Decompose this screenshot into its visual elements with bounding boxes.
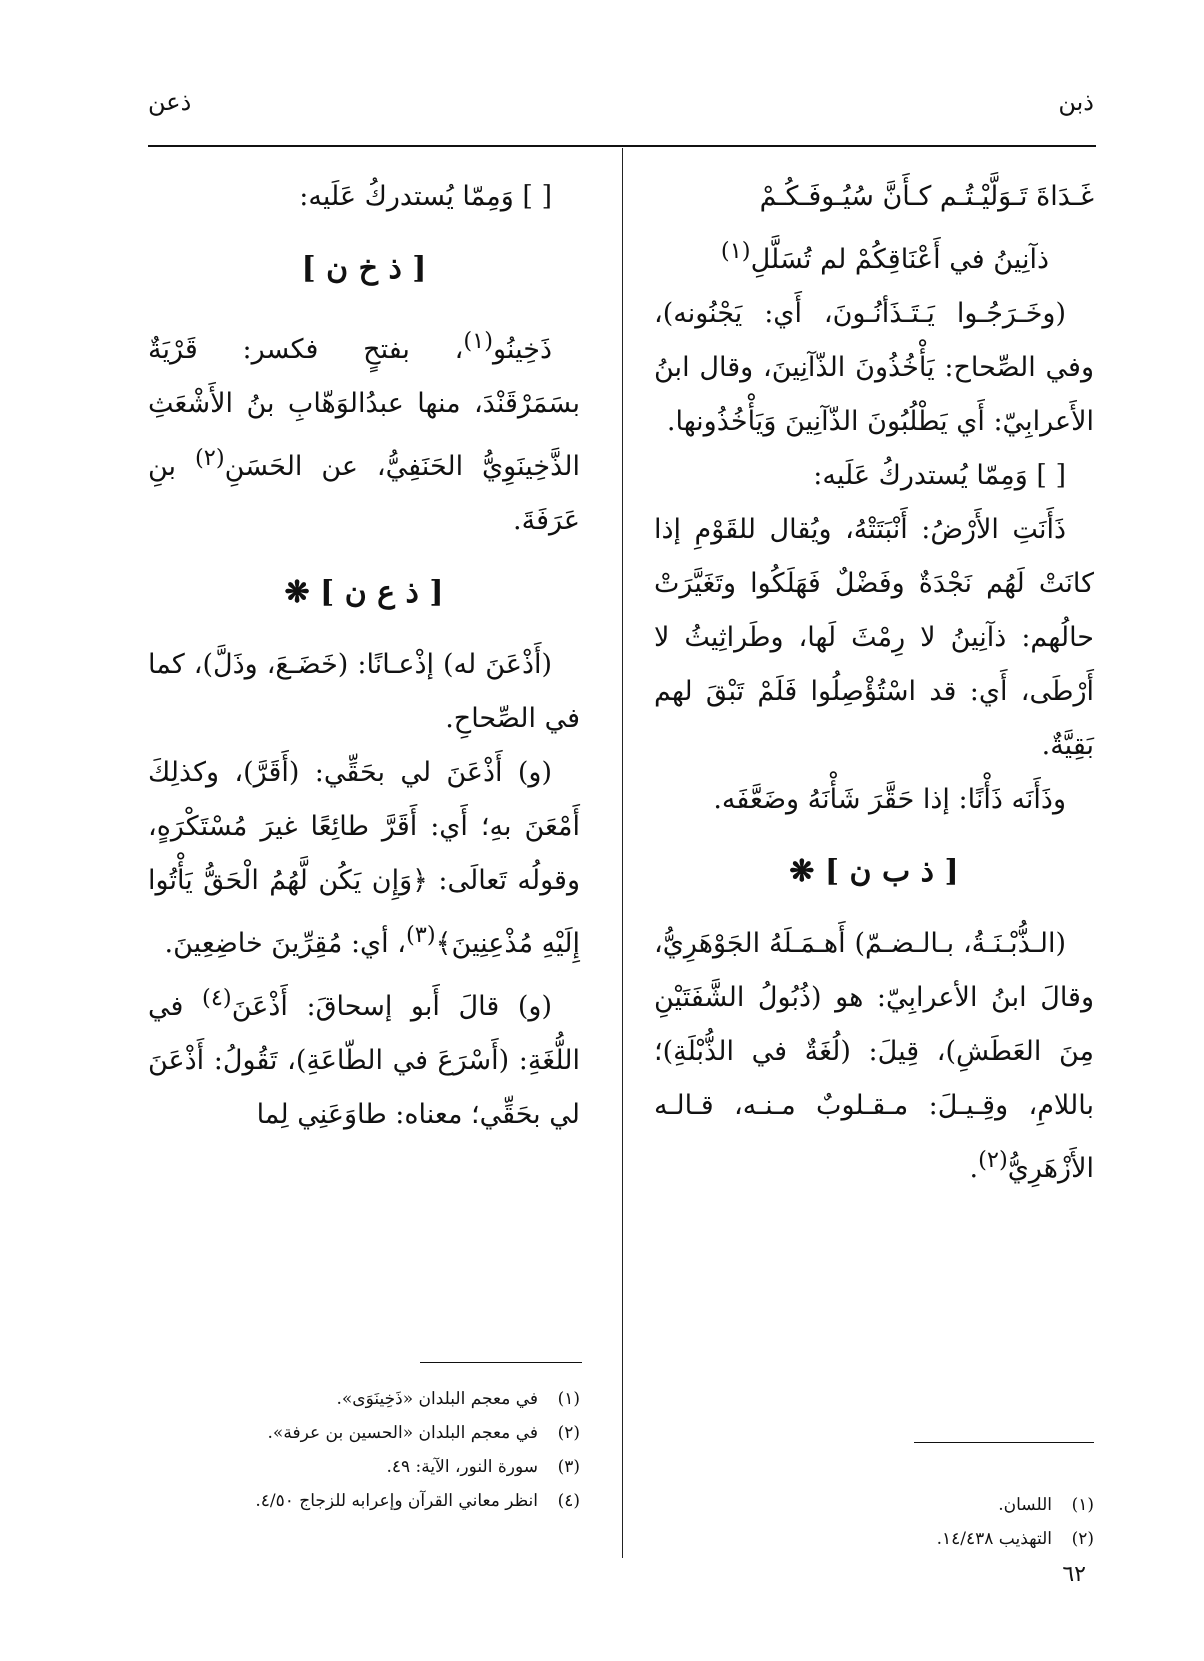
mustadrak-line: [ ] وَمِمّا يُستدركُ عَلَيه: bbox=[813, 460, 1066, 491]
footnote-ref: (٣) bbox=[405, 922, 436, 948]
paragraph-end: . bbox=[969, 1153, 979, 1184]
paragraph-text: ذَخِينُو bbox=[493, 334, 552, 365]
footnote bbox=[140, 1382, 580, 1416]
footnote-ref: (١) bbox=[720, 238, 751, 264]
footnote bbox=[140, 1416, 580, 1450]
entry-heading-dhbn: [ ذ ب ن ] ❋ bbox=[789, 854, 959, 889]
footnote-rule-right bbox=[914, 1442, 1094, 1443]
paragraph-text: بنِ عَرَفَةَ. bbox=[148, 451, 580, 536]
paragraph-text: (و) أَذْعَنَ لي بحَقِّي: (أَقَرَّ)، وكذلِكَ أَمْعَنَ بهِ؛ أَي: أَقَرَّ طائِعًا غيرَ مُسْتَكْرَهٍ، وقولُه تَعالَى: ﴿وَإِن يَكُن لَّهُمُ الْحَقُّ يَأْتُوا إِلَيْهِ مُذْعِنِينَ﴾ bbox=[148, 757, 580, 959]
footnote bbox=[654, 1522, 1094, 1556]
footnote-text: سورة النور، الآية: ٤٩. bbox=[386, 1457, 538, 1477]
paragraph: ذَأَنَتِ الأَرْضُ: أَنْبَتَتْهُ، ويُقال للقَوْمِ إذا كانَتْ لَهُم نَجْدَةٌ وفَضْلٌ فَهَلَكُوا وتَغَيَّرَتْ حالُهم: ذآنِينُ لا رِمْثَ لَها، وطَراثِيثُ لا أَرْطَى، أَي: قد اسْتُؤْصِلُوا فَلَمْ تَبْقَ لهم بَقِيَّةٌ. bbox=[654, 514, 1094, 761]
left-column bbox=[148, 170, 580, 1142]
footnote-text: انظر معاني القرآن وإعرابه للزجاج ٤/٥٠. bbox=[255, 1491, 538, 1511]
paragraph-text: ، أي: مُقِرِّينَ خاضِعِينَ. bbox=[164, 928, 406, 959]
running-header-right: ذبن bbox=[1058, 88, 1094, 116]
footnote-text: في معجم البلدان «ذَخِينَوَى». bbox=[336, 1389, 538, 1409]
paragraph bbox=[148, 971, 580, 1142]
paragraph-text: (الـذُّبْـنَـةُ، بـالـضـمّ) أَهـمَـلَهُ الجَوْهَرِيُّ، وقالَ ابنُ الأعرابِيّ: هو (ذُبُولُ الشَّفَتَيْنِ مِنَ العَطَشِ)، قِيلَ: (لُغَةٌ في الذُّبْلَةِ)؛ باللامِ، وقِـيـلَ: مـقـلوبٌ مـنـه، قـالـه الأَزْهَرِيُّ bbox=[654, 928, 1094, 1184]
paragraph-text: (و) قالَ أَبو إسحاقَ: أَذْعَنَ bbox=[231, 991, 552, 1022]
column-divider bbox=[622, 148, 623, 1558]
paragraph bbox=[654, 917, 1094, 1196]
footnote bbox=[140, 1450, 580, 1484]
paragraph-text: ، بفتحٍ فكسر: قَرْيَةٌ بسَمَرْقَنْدَ، منها عبدُالوَهّابِ بنُ الأَشْعَثِ الذَّخِينَوِيُّ الحَنَفِيُّ، عن الحَسَنِ bbox=[148, 334, 580, 482]
paragraph: (أَذْعَنَ له) إذْعـانًا: (خَضَـعَ، وذَلَّ)، كما في الصِّحاحِ. bbox=[148, 649, 580, 734]
entry-heading-dhan: [ ذ ع ن ] ❋ bbox=[284, 575, 444, 610]
paragraph: وذَأَنَه ذَأْنًا: إذا حَقَّرَ شَأْنَهُ وضَعَّفَه. bbox=[713, 784, 1066, 815]
paragraph bbox=[148, 746, 580, 971]
verse-line-2 bbox=[654, 224, 1094, 287]
paragraph-text: في اللُّغَةِ: (أَسْرَعَ في الطّاعَةِ)، تَقُولُ: أَذْعَنَ لي بحَقِّي؛ معناه: طاوَعَنِي لِما bbox=[148, 991, 580, 1130]
footnotes-right bbox=[654, 1488, 1094, 1556]
paragraph bbox=[148, 314, 580, 548]
footnote-ref: (٢) bbox=[194, 445, 225, 471]
footnote-number: (٣) bbox=[557, 1457, 580, 1477]
footnote bbox=[140, 1484, 580, 1518]
verse-line-1: غَـدَاةَ تَـوَلَّيْـتُـم كـأَنَّ سُيُـوفَـكُـمْ bbox=[759, 181, 1094, 212]
footnote-number: (١) bbox=[1071, 1495, 1094, 1515]
footnote-ref: (٤) bbox=[202, 985, 232, 1011]
footnote-rule-left bbox=[420, 1362, 582, 1363]
right-column bbox=[654, 170, 1094, 1196]
footnote-number: (١) bbox=[557, 1389, 580, 1409]
paragraph: (وخَـرَجُـوا يَـتَـذَأنُـونَ، أَي: يَجْنُونه)، وفي الصِّحاح: يَأْخُذُونَ الذّآنِينَ، وقال ابنُ الأَعرابِيّ: أَي يَطْلُبُونَ الذّآنِينَ وَيَأْخُذُونها. bbox=[654, 298, 1094, 437]
footnote-number: (٢) bbox=[557, 1423, 580, 1443]
footnote-text: اللسان. bbox=[998, 1495, 1052, 1515]
footnotes-left bbox=[140, 1382, 580, 1518]
footnote-number: (٢) bbox=[1071, 1529, 1094, 1549]
running-header-left: ذعن bbox=[148, 88, 192, 116]
footnote-ref: (٢) bbox=[978, 1147, 1008, 1173]
mustadrak-line: [ ] وَمِمّا يُستدركُ عَلَيه: bbox=[299, 181, 552, 212]
page-number: ٦٢ bbox=[1062, 1562, 1086, 1587]
footnote-ref: (١) bbox=[463, 328, 494, 354]
footnote-text: التهذيب ١٤/٤٣٨. bbox=[936, 1529, 1052, 1549]
footnote-number: (٤) bbox=[557, 1491, 580, 1511]
verse-line-2-text: ذآنِينُ في أَعْنَاقِكُمْ لم تُسَلَّلِ bbox=[750, 244, 1049, 275]
footnote-text: في معجم البلدان «الحسين بن عرفة». bbox=[267, 1423, 538, 1443]
header-rule bbox=[148, 145, 1096, 147]
footnote bbox=[654, 1488, 1094, 1522]
entry-heading-dhkhn: [ ذ خ ن ] bbox=[301, 251, 427, 286]
